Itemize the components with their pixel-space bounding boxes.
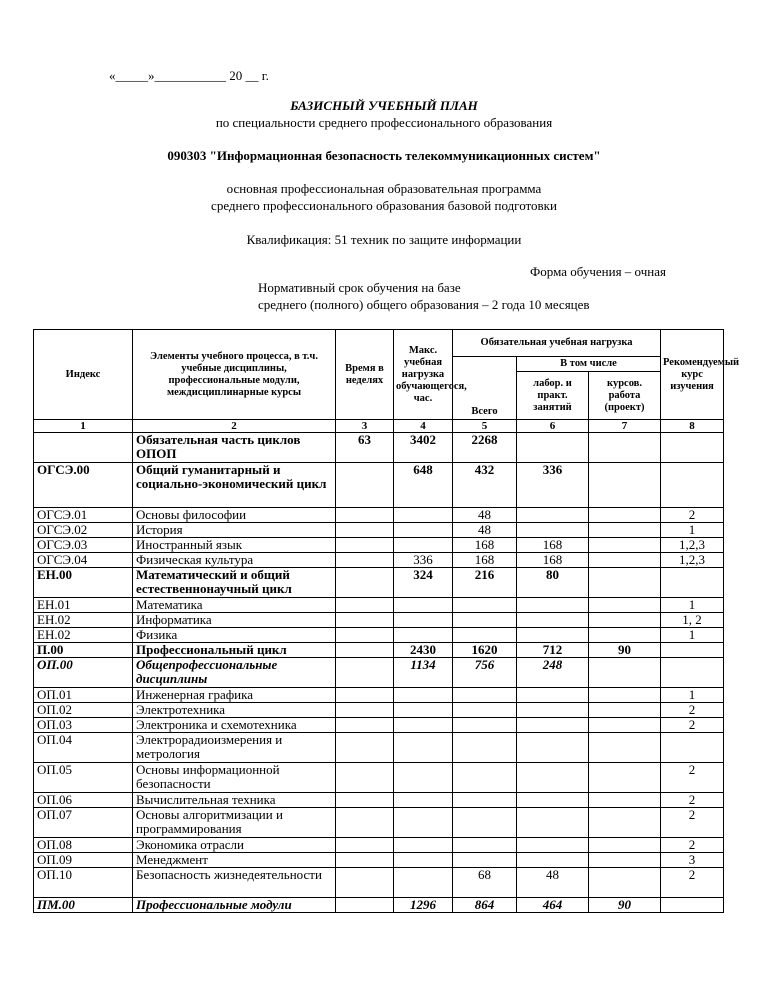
cell-index: ОП.10 [34,868,133,898]
cell-course: 2 [661,868,724,898]
cell-course-work [589,613,661,628]
cell-name: Электрорадиоизмерения и метрология [133,733,336,763]
cell-course [661,568,724,598]
term-line-2: среднего (полного) общего образования – 2 года 10 месяцев [258,297,590,312]
cell-weeks [336,523,394,538]
cell-index [34,433,133,463]
table-row [34,628,724,643]
cell-total: 48 [453,508,517,523]
cell-course: 1,2,3 [661,538,724,553]
table-row [34,718,724,733]
cell-labs [517,613,589,628]
cell-name: Математический и общий естественнонаучный цикл [133,568,336,598]
cell-name: Иностранный язык [133,538,336,553]
table-row [34,703,724,718]
header-mandatory-load: Обязательная учебная нагрузка [453,330,661,357]
cell-weeks [336,598,394,613]
column-number: 2 [133,420,336,433]
cell-total: 68 [453,868,517,898]
table-row [34,763,724,793]
cell-name: Основы философии [133,508,336,523]
cell-course: 1, 2 [661,613,724,628]
cell-name: Электроника и схемотехника [133,718,336,733]
cell-name: Экономика отрасли [133,838,336,853]
cell-index: П.00 [34,643,133,658]
cell-name: История [133,523,336,538]
cell-name: Безопасность жизнедеятельности [133,868,336,898]
qualification-line: Квалификация: 51 техник по защите информации [246,232,522,247]
cell-index: ОГСЭ.04 [34,553,133,568]
cell-total: 48 [453,523,517,538]
cell-course [661,898,724,913]
cell-labs: 712 [517,643,589,658]
cell-course-work [589,853,661,868]
cell-name: Физическая культура [133,553,336,568]
cell-course [661,643,724,658]
cell-max-load [394,868,453,898]
cell-name: Профессиональный цикл [133,643,336,658]
column-number: 4 [394,420,453,433]
cell-name: Обязательная часть циклов ОПОП [133,433,336,463]
cell-labs [517,853,589,868]
cell-total [453,598,517,613]
cell-course-work [589,568,661,598]
cell-index: ЕН.01 [34,598,133,613]
column-number: 7 [589,420,661,433]
document-title: БАЗИСНЫЙ УЧЕБНЫЙ ПЛАН [290,98,478,113]
cell-name: Вычислительная техника [133,793,336,808]
cell-course-work [589,718,661,733]
cell-weeks [336,553,394,568]
cell-course [661,463,724,508]
cell-weeks [336,613,394,628]
header-course-work: курсов. работа (проект) [589,372,661,420]
cell-course: 1 [661,523,724,538]
cell-max-load [394,793,453,808]
cell-labs [517,733,589,763]
cell-weeks [336,463,394,508]
table-row [34,568,724,598]
cell-course: 2 [661,808,724,838]
cell-course-work [589,508,661,523]
cell-course-work [589,658,661,688]
cell-weeks [336,898,394,913]
cell-index: ОГСЭ.02 [34,523,133,538]
cell-total [453,688,517,703]
cell-total: 216 [453,568,517,598]
cell-labs [517,703,589,718]
column-number: 6 [517,420,589,433]
cell-max-load [394,538,453,553]
cell-course-work [589,628,661,643]
cell-total [453,718,517,733]
cell-weeks [336,658,394,688]
cell-weeks [336,568,394,598]
cell-index: ЕН.00 [34,568,133,598]
cell-labs [517,508,589,523]
cell-labs [517,433,589,463]
table-row [34,658,724,688]
column-number: 8 [661,420,724,433]
cell-weeks [336,688,394,703]
cell-max-load [394,703,453,718]
cell-total [453,703,517,718]
cell-max-load [394,523,453,538]
cell-weeks [336,643,394,658]
cell-max-load [394,838,453,853]
cell-labs: 168 [517,553,589,568]
cell-labs [517,688,589,703]
cell-course-work [589,808,661,838]
cell-max-load: 2430 [394,643,453,658]
cell-course: 2 [661,763,724,793]
cell-index: ОП.07 [34,808,133,838]
cell-labs: 248 [517,658,589,688]
cell-weeks [336,733,394,763]
cell-index: ОП.06 [34,793,133,808]
cell-total: 1620 [453,643,517,658]
cell-weeks [336,838,394,853]
cell-course-work [589,868,661,898]
cell-index: ОП.04 [34,733,133,763]
cell-name: Основы информационной безопасности [133,763,336,793]
header-total: Всего [453,357,517,420]
cell-index: ОГСЭ.00 [34,463,133,508]
cell-course: 1 [661,598,724,613]
program-line-2: среднего профессионального образования базовой подготовки [211,198,557,213]
cell-max-load: 3402 [394,433,453,463]
document-subtitle: по специальности среднего профессионального образования [215,115,553,130]
cell-weeks [336,538,394,553]
cell-index: ОГСЭ.03 [34,538,133,553]
cell-labs [517,718,589,733]
cell-index: ОП.00 [34,658,133,688]
cell-name: Основы алгоритмизации и программирования [133,808,336,838]
header-course: Рекомендуемый курс изучения [661,330,724,420]
cell-labs: 336 [517,463,589,508]
cell-index: ОП.08 [34,838,133,853]
cell-max-load: 336 [394,553,453,568]
header-labs: лабор. и практ. занятий [517,372,589,420]
cell-name: Электротехника [133,703,336,718]
date-line: «_____»___________ 20 __ г. [109,68,269,83]
cell-labs: 80 [517,568,589,598]
cell-index: ОП.05 [34,763,133,793]
cell-weeks [336,793,394,808]
header-weeks: Время в неделях [336,330,394,420]
cell-index: ЕН.02 [34,613,133,628]
cell-max-load [394,628,453,643]
header-elements: Элементы учебного процесса, в т.ч. учебные дисциплины, профессиональные модули, междисциплинарные курсы [133,330,336,420]
cell-total: 2268 [453,433,517,463]
table-row [34,538,724,553]
cell-total [453,793,517,808]
cell-name: Менеджмент [133,853,336,868]
cell-course-work [589,523,661,538]
cell-course: 2 [661,718,724,733]
cell-total: 168 [453,553,517,568]
cell-weeks: 63 [336,433,394,463]
cell-labs [517,808,589,838]
cell-labs: 168 [517,538,589,553]
cell-total: 432 [453,463,517,508]
cell-max-load [394,718,453,733]
header-max-load: Макс. учебная нагрузка обучающегося, час. [394,330,453,420]
program-line-1: основная профессиональная образовательная программа [226,181,542,196]
cell-max-load [394,688,453,703]
cell-max-load [394,598,453,613]
cell-total [453,628,517,643]
column-number: 1 [34,420,133,433]
table-row [34,838,724,853]
cell-name: Профессиональные модули [133,898,336,913]
table-row [34,523,724,538]
cell-max-load [394,763,453,793]
cell-name: Общий гуманитарный и социально-экономический цикл [133,463,336,508]
cell-weeks [336,628,394,643]
cell-labs [517,523,589,538]
cell-weeks [336,808,394,838]
cell-labs: 464 [517,898,589,913]
table-row [34,793,724,808]
cell-max-load: 1296 [394,898,453,913]
table-row [34,553,724,568]
column-number: 5 [453,420,517,433]
cell-total: 168 [453,538,517,553]
cell-name: Информатика [133,613,336,628]
cell-index: ОГСЭ.01 [34,508,133,523]
cell-course: 2 [661,793,724,808]
cell-max-load [394,613,453,628]
cell-course-work [589,463,661,508]
cell-course-work [589,838,661,853]
cell-course: 2 [661,508,724,523]
cell-course: 2 [661,703,724,718]
cell-index: ЕН.02 [34,628,133,643]
cell-labs [517,763,589,793]
table-row [34,853,724,868]
column-number: 3 [336,420,394,433]
cell-course [661,733,724,763]
table-row [34,688,724,703]
cell-name: Математика [133,598,336,613]
term-line-1: Нормативный срок обучения на базе [258,280,461,295]
cell-weeks [336,508,394,523]
cell-total [453,808,517,838]
table-row [34,643,724,658]
cell-max-load [394,853,453,868]
cell-name: Физика [133,628,336,643]
cell-index: ОП.01 [34,688,133,703]
cell-course-work [589,703,661,718]
cell-total [453,613,517,628]
header-index: Индекс [34,330,133,420]
cell-labs [517,793,589,808]
table-row [34,733,724,763]
cell-name: Общепрофессиональные дисциплины [133,658,336,688]
cell-max-load: 324 [394,568,453,598]
cell-index: ПМ.00 [34,898,133,913]
table-row [34,868,724,898]
cell-max-load [394,733,453,763]
cell-index: ОП.09 [34,853,133,868]
cell-index: ОП.02 [34,703,133,718]
cell-course-work [589,733,661,763]
table-row [34,508,724,523]
cell-max-load: 648 [394,463,453,508]
table-row [34,808,724,838]
cell-course-work [589,688,661,703]
cell-course: 3 [661,853,724,868]
cell-name: Инженерная графика [133,688,336,703]
cell-course: 1 [661,688,724,703]
table-row [34,433,724,463]
cell-total [453,838,517,853]
cell-labs [517,598,589,613]
cell-course-work [589,793,661,808]
cell-weeks [336,853,394,868]
cell-max-load [394,508,453,523]
cell-course-work: 90 [589,898,661,913]
cell-course-work [589,553,661,568]
cell-weeks [336,718,394,733]
table-row [34,898,724,913]
cell-course-work [589,763,661,793]
study-form: Форма обучения – очная [530,264,666,279]
table-row [34,613,724,628]
table-row [34,463,724,508]
cell-weeks [336,868,394,898]
cell-weeks [336,703,394,718]
cell-labs [517,628,589,643]
cell-max-load: 1134 [394,658,453,688]
cell-course: 2 [661,838,724,853]
curriculum-table [33,329,740,913]
cell-course-work: 90 [589,643,661,658]
cell-course [661,433,724,463]
specialty-line: 090303 "Информационная безопасность телекоммуникационных систем" [167,148,601,163]
cell-labs: 48 [517,868,589,898]
table-row [34,598,724,613]
cell-course: 1,2,3 [661,553,724,568]
cell-weeks [336,763,394,793]
cell-max-load [394,808,453,838]
cell-index: ОП.03 [34,718,133,733]
cell-total: 864 [453,898,517,913]
cell-total: 756 [453,658,517,688]
cell-course-work [589,538,661,553]
cell-labs [517,838,589,853]
cell-course [661,658,724,688]
cell-total [453,763,517,793]
cell-total [453,853,517,868]
cell-total [453,733,517,763]
cell-course-work [589,433,661,463]
header-including: В том числе [517,357,661,372]
cell-course-work [589,598,661,613]
cell-course: 1 [661,628,724,643]
